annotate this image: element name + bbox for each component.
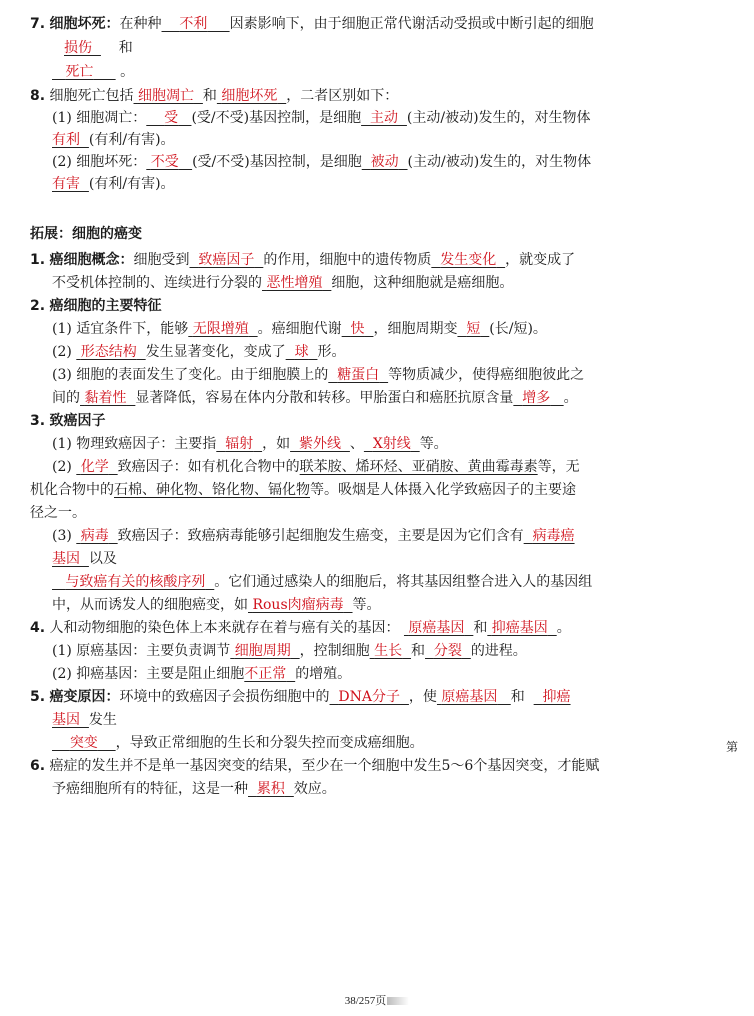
answer-blank: [534, 689, 571, 705]
answer-blank: [248, 781, 294, 797]
side-page-marker: 第: [725, 740, 738, 754]
p3-sub-2b: [30, 480, 576, 500]
q8-line-1: [30, 86, 398, 106]
answer-blank: [146, 154, 192, 170]
p3-sub-3: [52, 526, 575, 546]
text: (2): [52, 459, 72, 475]
answer: 与致癌有关的核酸序列: [65, 574, 206, 590]
answer: 有利: [52, 132, 80, 148]
p3-number: 3.: [30, 413, 46, 429]
answer-blank: [362, 154, 408, 170]
answer-blank: [431, 252, 505, 268]
p2-number: 2.: [30, 298, 46, 314]
p1-line-2: [52, 273, 513, 293]
answer-blank: [262, 275, 331, 291]
text: 径之一。: [30, 505, 86, 521]
text: 在种种: [119, 16, 162, 32]
text: (受/不受)基因控制，是细胞: [191, 110, 362, 126]
text: 和: [202, 88, 217, 104]
p6-number: 6.: [30, 758, 46, 774]
text: (受/不受)基因控制，是细胞: [192, 154, 362, 170]
text: (3): [52, 528, 72, 544]
text: (3) 细胞的表面发生了变化。由于细胞膜上的: [52, 367, 329, 383]
answer-blank: [188, 321, 257, 337]
p5-number: 5.: [30, 689, 46, 705]
p3-sub-1: [52, 434, 448, 454]
answer: 不利: [179, 16, 208, 32]
answer: 损伤: [64, 40, 92, 56]
answer-blank: [370, 643, 411, 659]
answer: 被动: [370, 154, 399, 170]
text: (2): [52, 344, 72, 360]
text: 予癌细胞所有的特征，这是一种: [52, 781, 248, 797]
answer-blank: [162, 16, 230, 32]
text: 和: [411, 643, 425, 659]
answer-blank: [342, 321, 374, 337]
answer-blank: [134, 88, 203, 104]
text: 的进程。: [470, 643, 527, 659]
answer-blank: [52, 735, 116, 751]
text: 人和动物细胞的染色体上本来就存在着与癌有关的基因：: [49, 620, 400, 636]
text: (2) 抑癌基因：主要是阻止细胞: [52, 666, 245, 682]
answer-blank: [76, 344, 145, 360]
underlined-text: 石棉、砷化物、铬化物、镉化物: [114, 482, 310, 498]
answer: 恶性增殖: [266, 275, 323, 291]
text: 等。: [352, 597, 381, 613]
text: 。它们通过感染人的细胞后，将其基因组整合进入人的基因组: [214, 574, 593, 590]
answer-blank: [80, 390, 135, 406]
answer-blank: [524, 528, 575, 544]
text: (长/短)。: [489, 321, 547, 337]
page-footer: [0, 992, 754, 1008]
p2-title: 癌细胞的主要特征: [49, 298, 162, 314]
p2-sub-2: [52, 342, 345, 362]
answer-blank: [457, 321, 489, 337]
p2-sub-1: [52, 319, 547, 339]
q7-line-3: [52, 62, 134, 82]
text: ，如: [262, 436, 291, 452]
q8-sub-1: [52, 108, 591, 128]
p4-line-1: [30, 618, 571, 638]
text: 。: [556, 620, 571, 636]
answer-blank: [290, 436, 350, 452]
q7-title: 细胞坏死：: [49, 16, 120, 32]
answer: 致癌因子: [198, 252, 255, 268]
p4-sub-2: [52, 664, 351, 684]
text: 和: [510, 689, 525, 705]
text: 发生: [88, 712, 117, 728]
p6-line-2: [52, 779, 336, 799]
p3-sub-3d: [52, 595, 381, 615]
text: (主动/被动)发生的，对生物体: [406, 110, 591, 126]
text: 形。: [317, 344, 346, 360]
answer-blank: [513, 390, 563, 406]
answer: 糖蛋白: [337, 367, 380, 383]
p3-sub-3b: [52, 549, 117, 569]
answer-blank: [330, 689, 409, 705]
text: (1) 物理致癌因子：主要指: [52, 436, 217, 452]
p5-title: 癌变原因：: [49, 689, 120, 705]
text: 、: [349, 436, 364, 452]
answer-blank: [364, 436, 420, 452]
answer: 化学: [80, 459, 109, 475]
text: 中，从而诱发人的细胞癌变，如: [52, 597, 248, 613]
answer: 生长: [374, 643, 403, 659]
text: (有利/有害)。: [88, 176, 175, 192]
text: 显著降低，容易在体内分散和转移。甲胎蛋白和癌胚抗原含量: [135, 390, 514, 406]
answer: 短: [466, 321, 481, 337]
text: 。: [563, 390, 578, 406]
answer-blank: [217, 88, 286, 104]
p5-line-3: [52, 733, 424, 753]
underlined-text: 联苯胺、烯环烃、亚硝胺、黄曲霉毒素: [299, 459, 538, 475]
answer: 快: [350, 321, 365, 337]
text: 效应。: [293, 781, 336, 797]
page-number: 38/257页: [344, 995, 387, 1007]
extension-heading: 拓展：细胞的癌变: [30, 226, 142, 242]
answer: 不正常: [244, 666, 287, 682]
answer-blank: [52, 712, 89, 728]
text: 和: [473, 620, 488, 636]
p5-line-2: [52, 710, 117, 730]
answer: 细胞坏死: [221, 88, 278, 104]
answer: 基因: [52, 551, 80, 567]
answer: 受: [164, 110, 179, 126]
q8-sub-2: [52, 152, 591, 172]
q8-number: 8.: [30, 88, 46, 104]
p4-sub-1: [52, 641, 527, 661]
answer: 无限增殖: [192, 321, 249, 337]
text: 环境中的致癌因子会损伤细胞中的: [119, 689, 330, 705]
text: 机化合物中的: [30, 482, 114, 498]
answer-blank: [230, 643, 299, 659]
answer-blank: [361, 110, 407, 126]
answer: 有害: [52, 176, 80, 192]
answer: 病毒癌: [532, 528, 575, 544]
answer-blank: [487, 620, 556, 636]
answer: 发生变化: [440, 252, 497, 268]
answer-blank: [404, 620, 473, 636]
answer-blank: [328, 367, 388, 383]
answer: 基因: [52, 712, 80, 728]
text: ，导致正常细胞的生长和分裂失控而变成癌细胞。: [115, 735, 424, 751]
answer: 细胞周期: [234, 643, 291, 659]
answer-blank: [437, 689, 511, 705]
p3-sub-3c: [52, 572, 592, 592]
p5-line-1: [30, 687, 571, 707]
text: ，就变成了: [505, 252, 576, 268]
p2-sub-3b: [52, 388, 578, 408]
text: ，细胞周期变: [373, 321, 458, 337]
p3-sub-2c: [30, 503, 86, 523]
p2-heading: [30, 296, 162, 316]
answer-blank: [52, 574, 214, 590]
answer-blank: [244, 666, 295, 682]
text: 。癌细胞代谢: [257, 321, 342, 337]
q7-line-1: [30, 14, 594, 34]
answer-blank: [52, 132, 89, 148]
answer: 形态结构: [80, 344, 137, 360]
p3-sub-2: [52, 457, 580, 477]
answer: X射线: [372, 436, 411, 452]
q7-number: 7.: [30, 16, 46, 32]
answer: DNA分子: [338, 689, 401, 705]
answer: 抑癌: [542, 689, 571, 705]
answer: 不受: [150, 154, 179, 170]
answer: 紫外线: [299, 436, 341, 452]
answer: 突变: [69, 735, 98, 751]
answer: 增多: [522, 390, 551, 406]
answer-blank: [52, 176, 89, 192]
answer-blank: [216, 436, 262, 452]
text: 和: [118, 40, 133, 56]
text: (1) 细胞凋亡：: [52, 110, 147, 126]
text: 等。: [419, 436, 448, 452]
answer: 主动: [370, 110, 398, 126]
answer-blank: [76, 459, 117, 475]
p3-title: 致癌因子: [49, 413, 106, 429]
text: 等。吸烟是人体摄入化学致癌因子的主要途: [310, 482, 576, 498]
text: 致癌因子：致癌病毒能够引起细胞发生癌变，主要是因为它们含有: [117, 528, 524, 544]
answer-blank: [52, 551, 89, 567]
answer-blank: [425, 643, 471, 659]
text: 发生显著变化，变成了: [145, 344, 286, 360]
q8-sub-1b: [52, 130, 175, 150]
answer-blank: [64, 40, 101, 56]
text: ，使: [408, 689, 437, 705]
answer: 死亡: [65, 64, 94, 80]
p6-line-1: [30, 756, 599, 776]
answer-blank: [76, 528, 117, 544]
text: 细胞受到: [133, 252, 190, 268]
p3-heading: [30, 411, 106, 431]
text: 因素影响下，由于细胞正常代谢活动受损或中断引起的细胞: [229, 16, 594, 32]
text: (2) 细胞坏死：: [52, 154, 147, 170]
text: 的作用，细胞中的遗传物质: [263, 252, 432, 268]
p4-number: 4.: [30, 620, 46, 636]
answer: 黏着性: [84, 390, 127, 406]
p2-sub-3: [52, 365, 584, 385]
answer: 原癌基因: [441, 689, 498, 705]
text: 。: [120, 64, 135, 80]
answer: 细胞凋亡: [137, 88, 194, 104]
text: 的增殖。: [295, 666, 352, 682]
text: 细胞死亡包括: [49, 88, 134, 104]
text: 等物质减少，使得癌细胞彼此之: [388, 367, 585, 383]
text: (1) 适宜条件下，能够: [52, 321, 189, 337]
answer: 球: [294, 344, 309, 360]
p1-title: 癌细胞概念：: [49, 252, 134, 268]
footer-fade: [387, 997, 409, 1005]
answer: 分裂: [433, 643, 462, 659]
text: 间的: [52, 390, 80, 406]
answer: 抑癌基因: [491, 620, 548, 636]
text: 细胞，这种细胞就是癌细胞。: [331, 275, 514, 291]
answer: 累积: [256, 781, 285, 797]
answer-blank: [52, 64, 116, 80]
p1-line-1: [30, 250, 575, 270]
text: 等，无: [537, 459, 580, 475]
answer: Rous肉瘤病毒: [252, 597, 344, 613]
answer: 原癌基因: [408, 620, 465, 636]
q7-line-2: [64, 38, 133, 58]
answer-blank: [190, 252, 264, 268]
text: (1) 原癌基因：主要负责调节: [52, 643, 231, 659]
q8-sub-2b: [52, 174, 175, 194]
answer: 辐射: [225, 436, 254, 452]
text: (有利/有害)。: [88, 132, 175, 148]
text: (主动/被动)发生的，对生物体: [407, 154, 592, 170]
answer-blank: [248, 597, 353, 613]
text: 致癌因子：如有机化合物中的: [117, 459, 300, 475]
p1-number: 1.: [30, 252, 46, 268]
answer-blank: [286, 344, 318, 360]
text: ，二者区别如下：: [286, 88, 399, 104]
text: 癌症的发生并不是单一基因突变的结果，至少在一个细胞中发生5～6个基因突变，才能赋: [49, 758, 600, 774]
text: ，控制细胞: [299, 643, 370, 659]
answer-blank: [146, 110, 191, 126]
text: 不受机体控制的、连续进行分裂的: [52, 275, 262, 291]
answer: 病毒: [80, 528, 109, 544]
text: 以及: [88, 551, 117, 567]
